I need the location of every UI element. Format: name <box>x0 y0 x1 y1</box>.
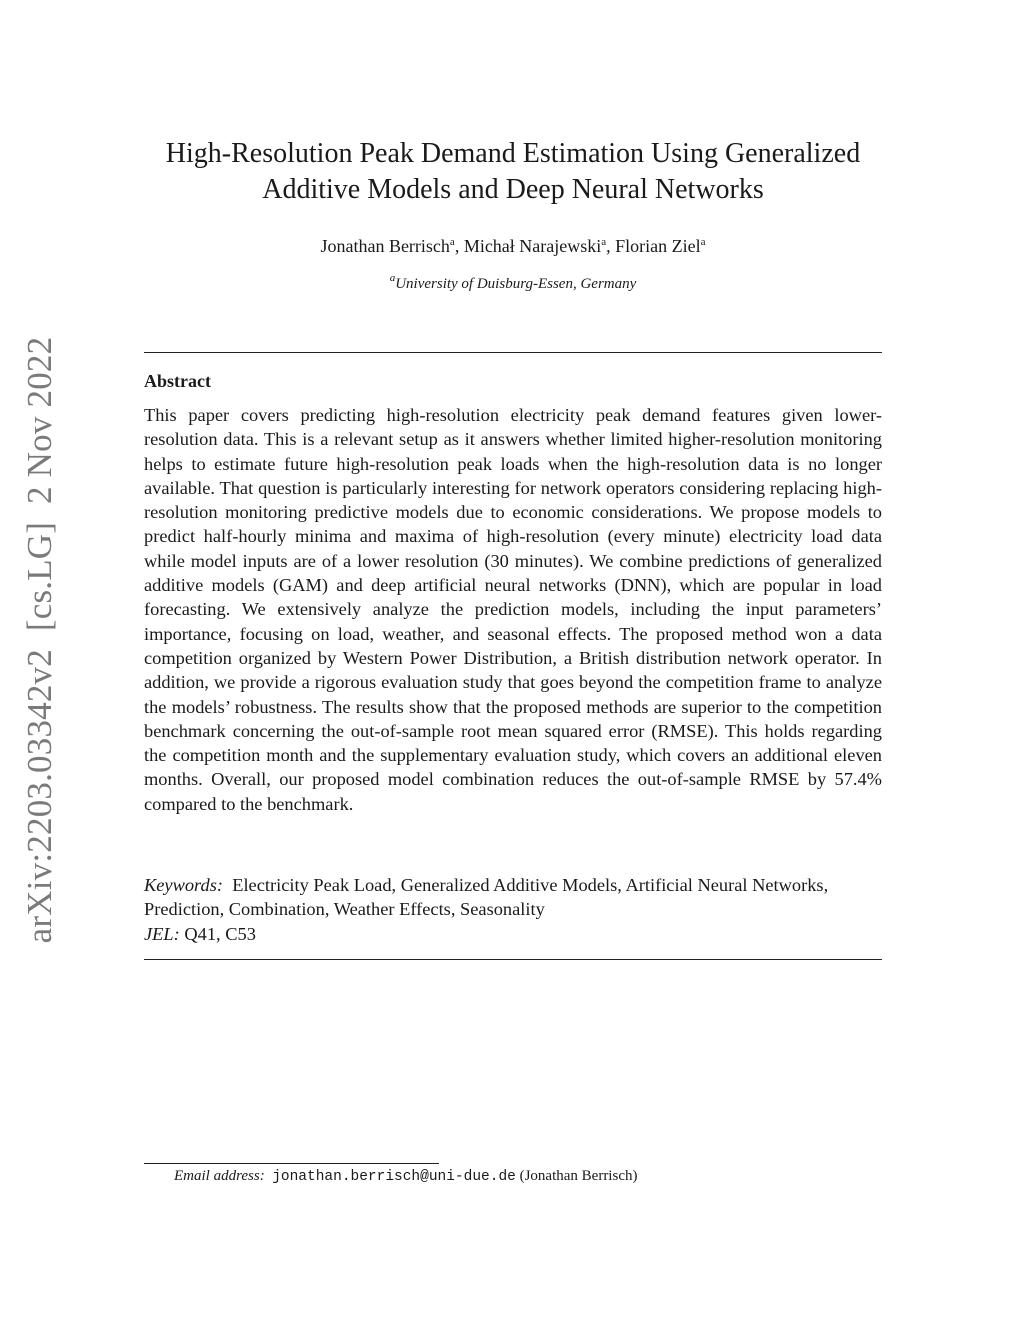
affiliation-mark: a <box>389 272 396 284</box>
author-name: Florian Ziel <box>615 236 701 256</box>
author-separator: , <box>454 236 464 256</box>
footnote-email-link[interactable]: jonathan.berrisch@uni-due.de <box>272 1169 516 1185</box>
footnote-rule <box>144 1163 439 1164</box>
author-affiliation-mark: a <box>601 236 607 248</box>
affiliation-text: University of Duisburg-Essen, Germany <box>395 276 637 292</box>
abstract-heading: Abstract <box>144 371 211 391</box>
jel-text: Q41, C53 <box>184 924 256 944</box>
keywords-text: Electricity Peak Load, Generalized Additive Models, Artificial Neural Networks, Prediction, Combination, Weather Effects, Seasonality <box>144 875 829 920</box>
author-list <box>144 234 882 258</box>
author-name: Jonathan Berrisch <box>320 236 450 256</box>
author-affiliation-mark: a <box>700 236 706 248</box>
author-affiliation <box>144 274 882 294</box>
keywords-label: Keywords: <box>144 875 224 895</box>
arxiv-identifier-stamp: arXiv:2203.03342v2 [cs.LG] 2 Nov 2022 <box>20 336 59 944</box>
footnote-email-label: Email address: <box>174 1168 265 1184</box>
jel-codes <box>144 922 256 946</box>
abstract-top-rule <box>144 352 882 353</box>
paper-title: High-Resolution Peak Demand Estimation Using Generalized Additive Models and Deep Neural Networks <box>165 138 861 205</box>
footnote <box>174 1166 637 1187</box>
jel-label: JEL: <box>144 924 180 944</box>
abstract-bottom-rule <box>144 959 882 960</box>
keywords <box>144 873 882 922</box>
abstract-body: This paper covers predicting high-resolution electricity peak demand features given lower-resolution data. This is a relevant setup as it answers whether limited higher-resolution monitoring helps to estimate future high-resolution peak loads when the high-resolution data is no longer available. That question is particularly interesting for network operators considering replacing high-resolution monitoring predictive models due to economic considerations. We propose models to predict half-hourly minima and maxima of high-resolution (every minute) electricity load data while model inputs are of a lower resolution (30 minutes). We combine predictions of generalized additive models (GAM) and deep artificial neural networks (DNN), which are popular in load forecasting. We extensively analyze the prediction models, including the input parameters’ importance, focusing on load, weather, and seasonal effects. The proposed method won a data competition organized by Western Power Distribution, a British distribution network operator. In addition, we provide a rigorous evaluation study that goes beyond the competition frame to analyze the models’ robustness. The results show that the proposed methods are superior to the competition benchmark concerning the out-of-sample root mean squared error (RMSE). This holds regarding the competition month and the supplementary evaluation study, which covers an additional eleven months. Overall, our proposed model combination reduces the out-of-sample RMSE by 57.4% compared to the benchmark. <box>144 405 882 814</box>
footnote-email-owner: (Jonathan Berrisch) <box>519 1168 638 1184</box>
author-separator: , <box>606 236 616 256</box>
author-affiliation-mark: a <box>449 236 455 248</box>
author-name: Michał Narajewski <box>463 236 602 256</box>
